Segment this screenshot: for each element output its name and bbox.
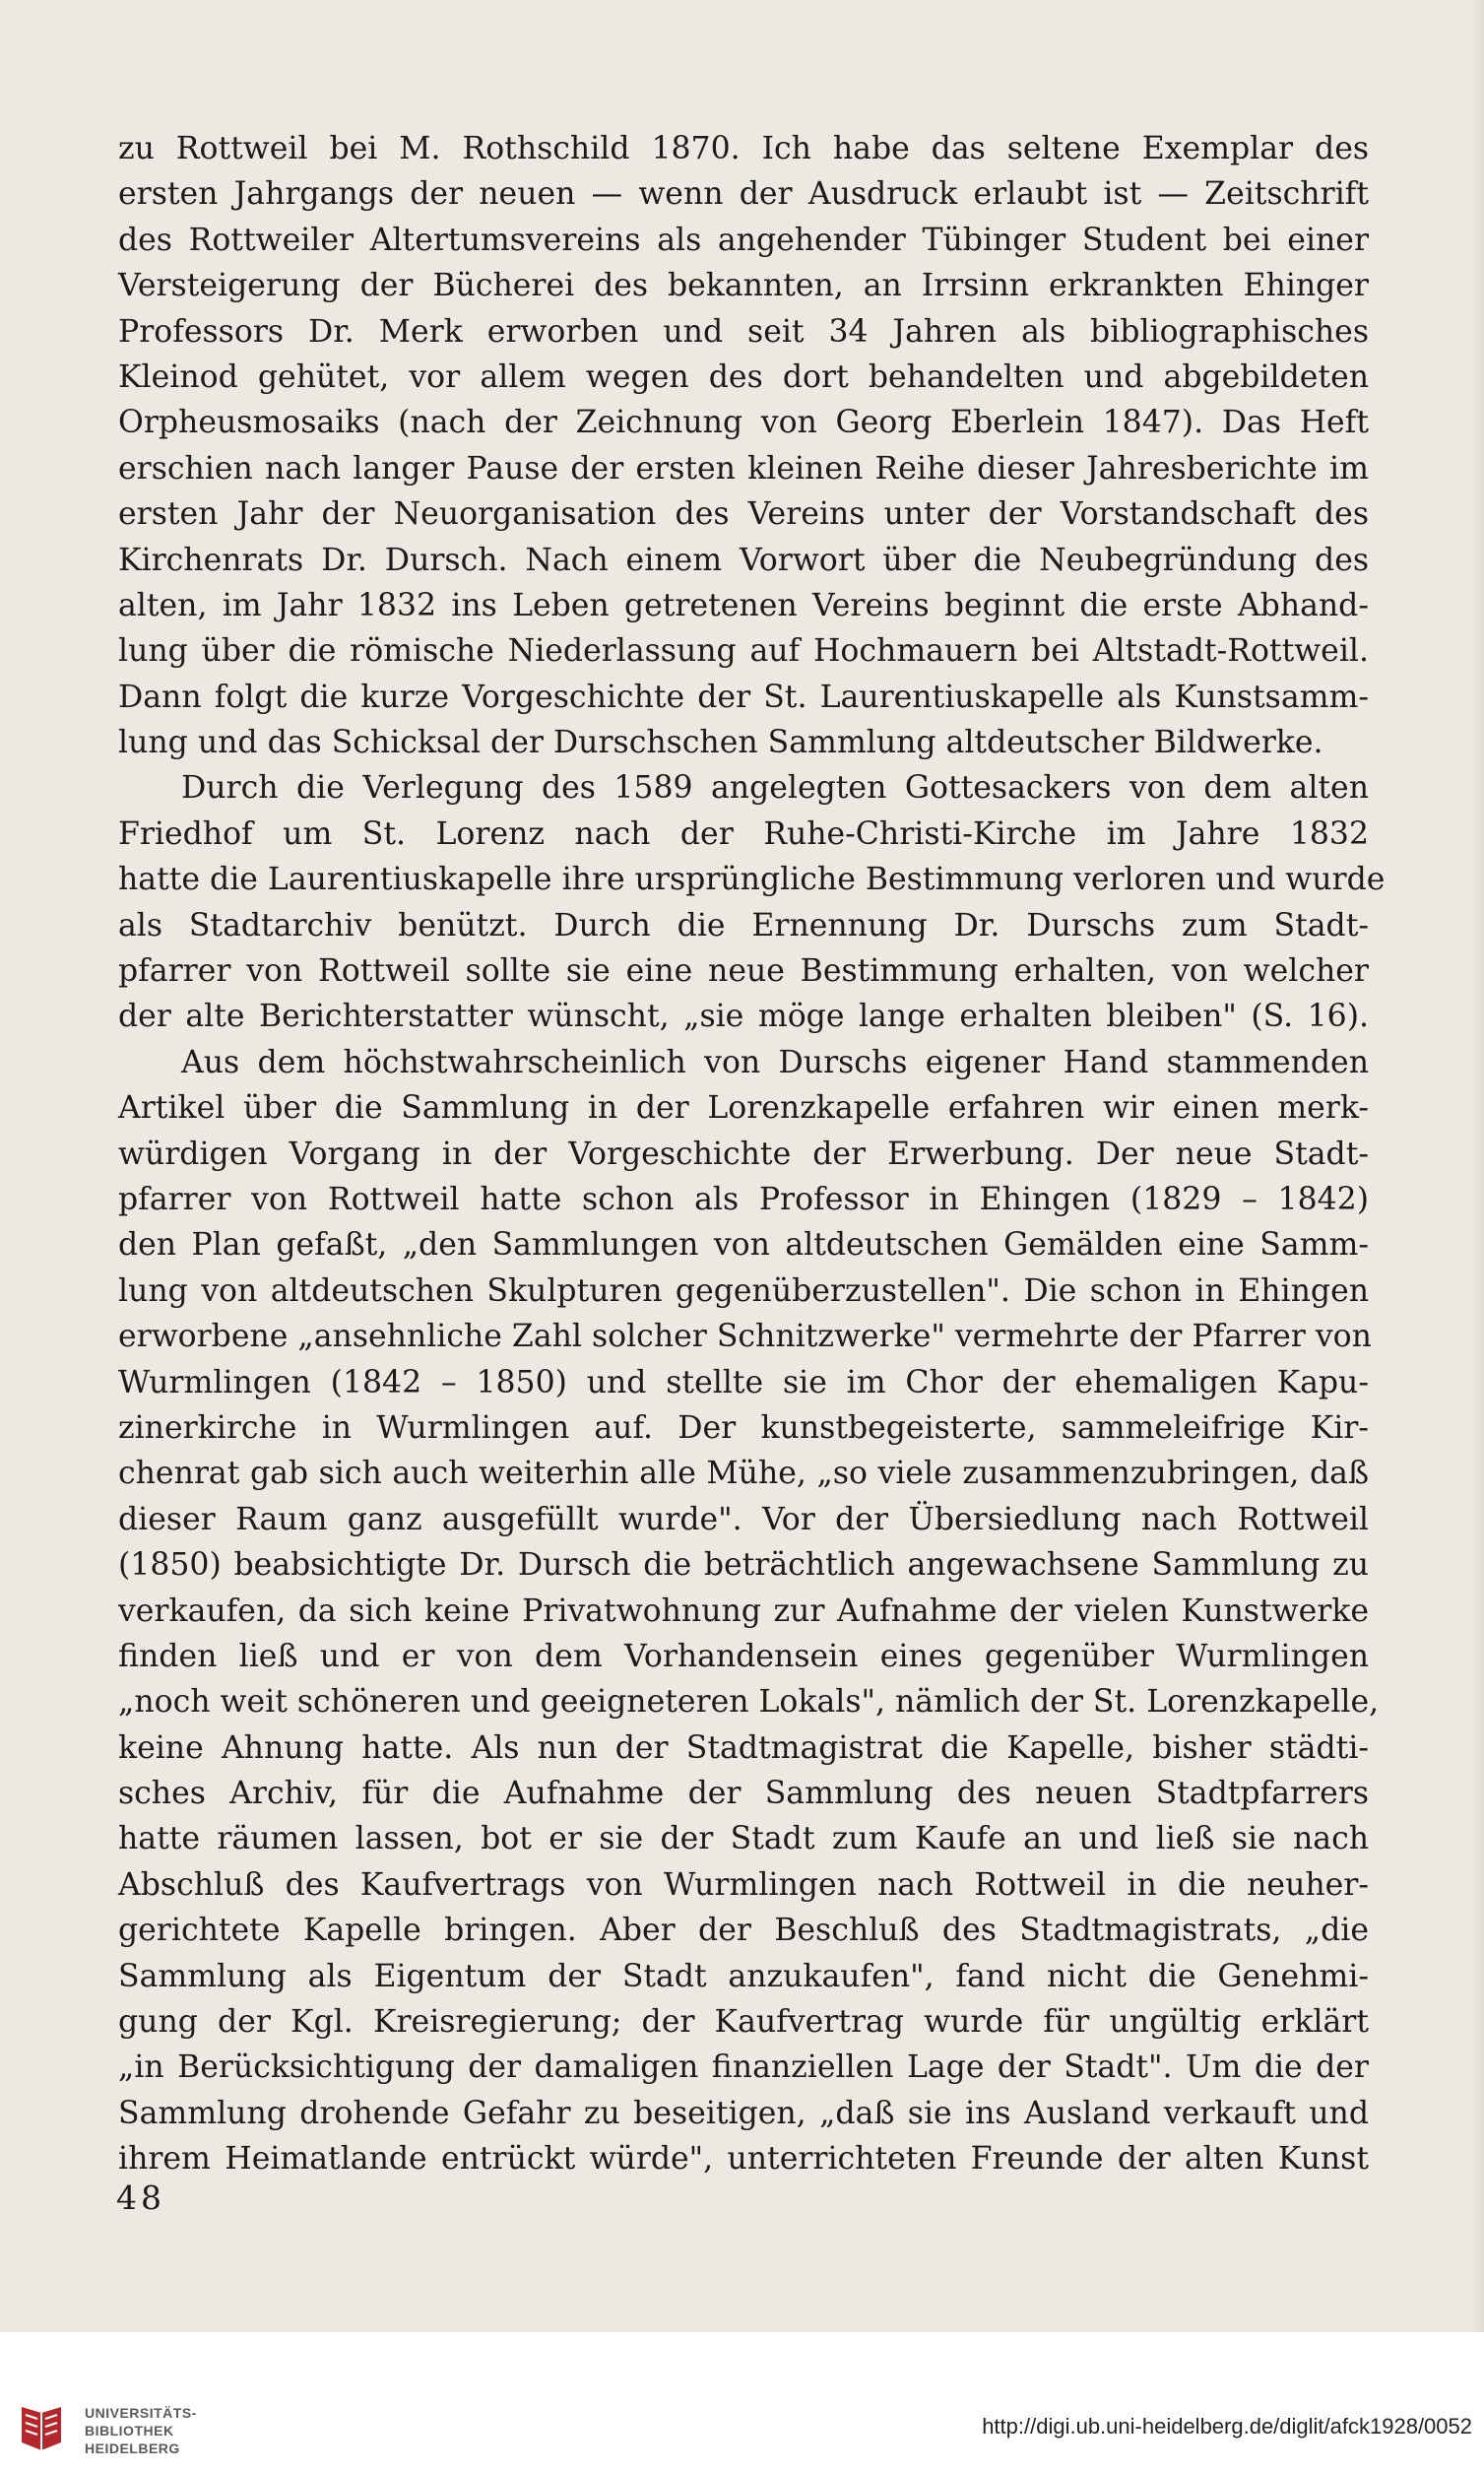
text-line: der alte Berichterstatter wünscht, „sie möge lange erhalten bleiben" (S. 16). bbox=[118, 999, 1369, 1035]
logo-line: HEIDELBERG bbox=[85, 2440, 180, 2456]
page-number: 48 bbox=[116, 2178, 165, 2217]
text-line: dieser Raum ganz ausgefüllt wurde". Vor der Übersiedlung nach Rottweil bbox=[118, 1501, 1369, 1537]
text-line: Sammlung als Eigentum der Stadt anzukaufen", fand nicht die Genehmi- bbox=[118, 1958, 1369, 1994]
text-line: finden ließ und er von dem Vorhandensein eines gegenüber Wurmlingen bbox=[118, 1638, 1369, 1674]
text-line: hatte die Laurentiuskapelle ihre ursprüngliche Bestimmung verloren und wurde bbox=[118, 862, 1386, 898]
text-line: Orpheusmosaiks (nach der Zeichnung von Georg Eberlein 1847). Das Heft bbox=[118, 405, 1369, 441]
text-line: Aus dem höchstwahrscheinlich von Durschs eigener Hand stammenden bbox=[181, 1044, 1369, 1080]
text-line: ersten Jahr der Neuorganisation des Vereins unter der Vorstandschaft des bbox=[118, 496, 1369, 533]
text-line: Sammlung drohende Gefahr zu beseitigen, „daß sie ins Ausland verkauft und bbox=[118, 2095, 1369, 2131]
text-line: Professors Dr. Merk erworben und seit 34 Jahren als bibliographisches bbox=[118, 313, 1369, 350]
text-line: zinerkirche in Wurmlingen auf. Der kunstbegeisterte, sammeleifrige Kir- bbox=[118, 1409, 1369, 1446]
text-line: Abschluß des Kaufvertrags von Wurmlingen nach Rottweil in die neuher- bbox=[118, 1866, 1369, 1903]
text-line: ihrem Heimatlande entrückt würde", unterrichteten Freunde der alten Kunst bbox=[118, 2141, 1369, 2178]
text-line: erworbene „ansehnliche Zahl solcher Schnitzwerke" vermehrte der Pfarrer von bbox=[118, 1319, 1372, 1355]
text-line: verkaufen, da sich keine Privatwohnung zur Aufnahme der vielen Kunstwerke bbox=[118, 1593, 1369, 1629]
source-url-link[interactable]: http://digi.ub.uni-heidelberg.de/diglit/afck1928/0052 bbox=[982, 2414, 1472, 2438]
text-line: Kleinod gehütet, vor allem wegen des dort behandelten und abgebildeten bbox=[118, 358, 1369, 395]
text-line: pfarrer von Rottweil sollte sie eine neue Bestimmung erhalten, von welcher bbox=[118, 953, 1369, 990]
text-line: sches Archiv, für die Aufnahme der Sammlung des neuen Stadtpfarrers bbox=[118, 1776, 1369, 1812]
text-line: des Rottweiler Altertumsvereins als angehender Tübinger Student bei einer bbox=[118, 222, 1369, 258]
text-line: Wurmlingen (1842 – 1850) und stellte sie im Chor der ehemaligen Kapu- bbox=[118, 1364, 1369, 1400]
text-line: Kirchenrats Dr. Dursch. Nach einem Vorwort über die Neubegründung des bbox=[118, 542, 1369, 578]
text-line: Versteigerung der Bücherei des bekannten, an Irrsinn erkrankten Ehinger bbox=[118, 268, 1369, 304]
text-line: pfarrer von Rottweil hatte schon als Professor in Ehingen (1829 – 1842) bbox=[118, 1181, 1369, 1217]
text-line: gung der Kgl. Kreisregierung; der Kaufvertrag wurde für ungültig erklärt bbox=[118, 2004, 1369, 2041]
text-line: Artikel über die Sammlung in der Lorenzkapelle erfahren wir einen merk- bbox=[118, 1090, 1369, 1127]
text-line: chenrat gab sich auch weiterhin alle Mühe, „so viele zusammenzubringen, daß bbox=[118, 1456, 1369, 1492]
text-line: Durch die Verlegung des 1589 angelegten Gottesackers von dem alten bbox=[181, 770, 1369, 807]
text-line: lung über die römische Niederlassung auf Hochmauern bei Altstadt-Rottweil. bbox=[118, 633, 1369, 670]
text-line: lung und das Schicksal der Durschschen Sammlung altdeutscher Bildwerke. bbox=[118, 725, 1323, 761]
body-text bbox=[118, 126, 1386, 2182]
text-line: erschien nach langer Pause der ersten kleinen Reihe dieser Jahresberichte im bbox=[118, 450, 1369, 487]
text-line: Friedhof um St. Lorenz nach der Ruhe-Christi-Kirche im Jahre 1832 bbox=[118, 815, 1369, 852]
text-line: hatte räumen lassen, bot er sie der Stadt zum Kaufe an und ließ sie nach bbox=[118, 1821, 1369, 1857]
text-line: ersten Jahrgangs der neuen — wenn der Ausdruck erlaubt ist — Zeitschrift bbox=[118, 176, 1369, 213]
text-line: „noch weit schöneren und geeigneteren Lokals", nämlich der St. Lorenzkapelle, bbox=[118, 1684, 1380, 1721]
text-line: alten, im Jahr 1832 ins Leben getretenen Vereins beginnt die erste Abhand- bbox=[118, 587, 1369, 623]
text-line: keine Ahnung hatte. Als nun der Stadtmagistrat die Kapelle, bisher städti- bbox=[118, 1729, 1369, 1766]
logo-line: UNIVERSITÄTS- bbox=[85, 2405, 197, 2421]
text-line: gerichtete Kapelle bringen. Aber der Beschluß des Stadtmagistrats, „die bbox=[118, 1913, 1369, 1949]
text-line: (1850) beabsichtigte Dr. Dursch die beträchtlich angewachsene Sammlung zu bbox=[118, 1547, 1369, 1584]
text-line: den Plan gefaßt, „den Sammlungen von altdeutschen Gemälden eine Samm- bbox=[118, 1227, 1369, 1264]
text-line: würdigen Vorgang in der Vorgeschichte der Erwerbung. Der neue Stadt- bbox=[118, 1136, 1369, 1172]
text-line: „in Berücksichtigung der damaligen finanziellen Lage der Stadt". Um die der bbox=[118, 2049, 1369, 2086]
text-line: als Stadtarchiv benützt. Durch die Ernennung Dr. Durschs zum Stadt- bbox=[118, 907, 1369, 943]
university-library-logo-icon bbox=[18, 2403, 65, 2454]
library-logo-text bbox=[85, 2404, 197, 2457]
text-line: zu Rottweil bei M. Rothschild 1870. Ich habe das seltene Exemplar des bbox=[118, 131, 1369, 166]
text-line: lung von altdeutschen Skulpturen gegenüberzustellen". Die schon in Ehingen bbox=[118, 1272, 1369, 1309]
text-line: Dann folgt die kurze Vorgeschichte der St. Laurentiuskapelle als Kunstsamm- bbox=[118, 679, 1369, 715]
logo-line: BIBLIOTHEK bbox=[85, 2423, 174, 2438]
footer-bar bbox=[0, 2332, 1484, 2471]
